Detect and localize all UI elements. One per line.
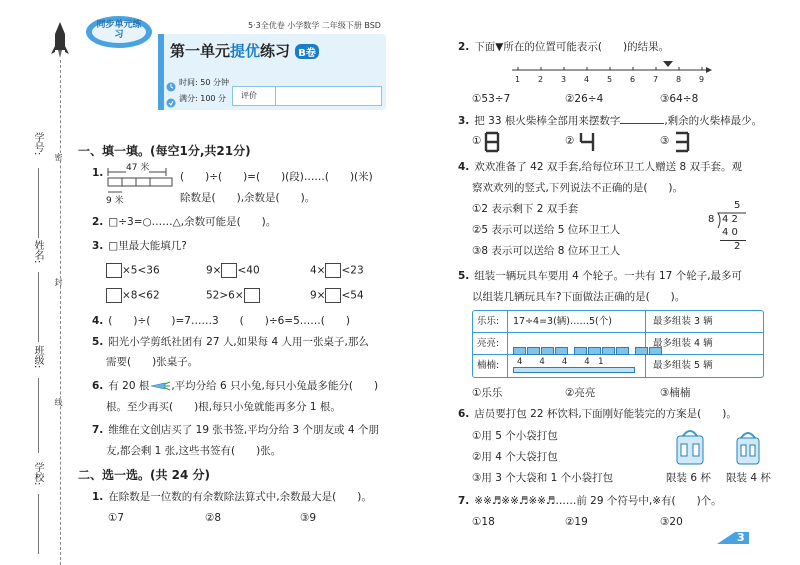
- r-q3: 3. 把 33 根火柴棒全部用来摆数字 ,剩余的火柴棒最少。: [458, 112, 762, 128]
- answer-box[interactable]: [244, 288, 260, 303]
- bead: [616, 347, 629, 355]
- header-panel-strip: [158, 34, 164, 110]
- bead: [513, 347, 526, 355]
- r-q5-line2: 以组装几辆玩具车?下面做法正确的是( )。: [472, 291, 686, 303]
- rocket-icon: [50, 20, 70, 60]
- bead: [541, 347, 554, 355]
- r-q4-option-a[interactable]: ①2 表示剩下 2 双手套: [472, 203, 579, 215]
- r-q2-option-c[interactable]: ③64÷8: [660, 93, 699, 105]
- clock-icon: [166, 77, 176, 87]
- tick-label: 6: [630, 75, 636, 84]
- r-q5-option-c[interactable]: ③楠楠: [660, 387, 691, 399]
- r-q3-option-a[interactable]: ①: [472, 130, 512, 154]
- wheels-table: [472, 310, 764, 378]
- q1-number: 1.: [92, 167, 104, 179]
- small-bag-icon: [730, 426, 766, 466]
- r-q6-option-c[interactable]: ③用 3 个大袋和 1 个小袋打包: [472, 472, 614, 484]
- r-q5-option-a[interactable]: ①乐乐: [472, 387, 503, 399]
- page-title: [170, 40, 319, 61]
- r-q7-option-c[interactable]: ③20: [660, 516, 683, 528]
- r-q7-option-b[interactable]: ②19: [565, 516, 588, 528]
- q3: 3. □里最大能填几?: [92, 240, 187, 252]
- page-number: 3: [737, 531, 745, 544]
- large-bag-icon: [672, 426, 708, 466]
- tick-label: 4: [584, 75, 590, 84]
- row1-name: 乐乐:: [477, 316, 500, 327]
- wheels-row-divider: [473, 332, 763, 333]
- title-highlight: 提优: [230, 42, 261, 60]
- bead: [635, 347, 648, 355]
- r-q2-option-b[interactable]: ②26÷4: [565, 93, 604, 105]
- tick-label: 9: [699, 75, 705, 84]
- title-suffix: 练习: [260, 42, 291, 60]
- q5-line2: 需要( )张桌子。: [106, 356, 199, 368]
- q3-row1-b: 9× <40: [206, 264, 260, 277]
- q3-row1-c: 4× <23: [310, 264, 364, 277]
- score-label: 满分: 100 分: [179, 94, 227, 103]
- r-q6-option-a[interactable]: ①用 5 个小袋打包: [472, 430, 558, 442]
- q7-line2: 友,都会剩 1 张,这些书签有( )张。: [106, 445, 282, 457]
- row2-name: 亮亮:: [477, 338, 500, 349]
- section-1-title: 一、填一填。(每空1分,共21分): [78, 144, 251, 158]
- r-q6: 6. 店员要打包 22 杯饮料,下面刚好能装完的方案是( )。: [458, 408, 737, 420]
- bead: [602, 347, 615, 355]
- answer-box[interactable]: [221, 263, 237, 278]
- bead: [527, 347, 540, 355]
- s1-option-a[interactable]: ①7: [108, 512, 125, 524]
- feng-mark: 封: [54, 278, 63, 286]
- bag-small-label: 限装 4 杯: [726, 472, 771, 484]
- r-q2-option-a[interactable]: ①53÷7: [472, 93, 511, 105]
- q6-line2: 根。至少再买( )根,每只小兔就能再多分 1 根。: [106, 401, 341, 413]
- q7-line1: 7. 维维在文创店买了 19 张书签,平均分给 3 个朋友或 4 个朋: [92, 424, 379, 436]
- r-q7: 7. ※※♬※※♬※※♬……前 29 个符号中,※有( )个。: [458, 495, 722, 507]
- division-dividend: 4 2: [722, 214, 738, 225]
- tick-label: 1: [515, 75, 521, 84]
- r-q6-option-b[interactable]: ②用 4 个大袋打包: [472, 451, 558, 463]
- page-number-badge: [715, 530, 751, 546]
- row3-name: 楠楠:: [477, 360, 500, 371]
- division-divisor: 8: [708, 214, 715, 225]
- q3-text: □里最大能填几?: [108, 240, 187, 252]
- r-q2: 2. 下面▼所在的位置可能表示( )的结果。: [458, 41, 670, 53]
- student-id-line: [38, 168, 39, 238]
- q5-line1: 5. 阳光小学剪纸社团有 27 人,如果每 4 人用一张桌子,那么: [92, 336, 369, 348]
- row3-bar: [513, 367, 635, 373]
- q3-row2-b: 52>6×: [206, 288, 260, 303]
- r-q4-option-b[interactable]: ②5 表示可以送给 5 位环卫工人: [472, 224, 621, 236]
- bead: [574, 347, 587, 355]
- s1-option-b[interactable]: ②8: [205, 512, 222, 524]
- number-line: [510, 60, 715, 88]
- s1: 1. 在除数是一位数的有余数除法算式中,余数最大是( )。: [92, 491, 372, 503]
- r-q5-option-b[interactable]: ②亮亮: [565, 387, 596, 399]
- q3-row1-a: ×5<36: [106, 263, 160, 278]
- r-q4-line1: 4. 欢欢准备了 42 双手套,给每位环卫工人赠送 8 双手套。观: [458, 161, 743, 173]
- series-label: 5·3全优卷 小学数学 二年级下册 BSD: [248, 21, 381, 30]
- row2-result: 最多组装 4 辆: [653, 338, 713, 349]
- school-line: [38, 494, 39, 554]
- q1-figure-bottom-label: 9 米: [106, 196, 124, 206]
- q1-line1: ( )÷( )=( )(段)……( )(米): [180, 171, 373, 183]
- division-product: 4 0: [722, 227, 738, 238]
- number-line-labels: [510, 75, 715, 87]
- s1-option-c[interactable]: ③9: [300, 512, 317, 524]
- tick-label: 7: [653, 75, 659, 84]
- wheels-col-divider: [507, 311, 508, 377]
- division-quotient: 5: [734, 200, 741, 211]
- binding-strip: [0, 0, 70, 565]
- unit-badge: [84, 12, 154, 50]
- bag-large-label: 限装 6 杯: [666, 472, 711, 484]
- title-prefix: 第一单元: [170, 42, 231, 60]
- tick-label: 5: [607, 75, 613, 84]
- eval-divider: [275, 87, 276, 105]
- tick-label: 3: [561, 75, 567, 84]
- answer-box[interactable]: [106, 288, 122, 303]
- matchstick-blank[interactable]: [620, 112, 664, 124]
- tick-label: 8: [676, 75, 682, 84]
- name-label: 姓名:: [32, 240, 43, 264]
- bead: [588, 347, 601, 355]
- r-q3-option-c[interactable]: ③: [660, 130, 700, 154]
- eval-box: [232, 86, 382, 106]
- answer-box[interactable]: [325, 263, 341, 278]
- class-label: 班级:: [32, 345, 43, 369]
- name-line: [38, 272, 39, 342]
- section-2-title: 二、选一选。(共 24 分): [78, 468, 211, 482]
- q2-text: □÷3=○……△,余数可能是( )。: [108, 216, 277, 228]
- carrot-icon: [149, 381, 171, 391]
- division-rule: [720, 240, 746, 241]
- school-label: 学校:: [32, 462, 43, 486]
- eval-label: 评价: [241, 91, 257, 100]
- q3-row2-a: ×8<62: [106, 288, 160, 303]
- q1-rope-figure: [106, 164, 176, 206]
- b-tag: B卷: [295, 44, 319, 59]
- r-q4-line2: 察欢欢列的竖式,下列说法不正确的是( )。: [472, 182, 684, 194]
- answer-box[interactable]: [325, 288, 341, 303]
- division-remainder: 2: [734, 241, 741, 252]
- q1-figure-top-label: 47 米: [126, 160, 149, 173]
- r-q3-option-b[interactable]: ②: [565, 130, 605, 154]
- mi-mark: 密: [54, 153, 63, 161]
- q6-line1: 6. 有 20 根 ,平均分给 6 只小兔,每只小兔最多能分( ): [92, 380, 379, 392]
- xian-mark: 线: [54, 398, 63, 406]
- row1-work: 17÷4=3(辆)……5(个): [513, 316, 612, 327]
- q2: 2. □÷3=○……△,余数可能是( )。: [92, 216, 277, 228]
- student-id-label: 学号:: [32, 132, 43, 156]
- long-division: [700, 200, 750, 256]
- r-q4-option-c[interactable]: ③8 表示可以送给 8 位环卫工人: [472, 245, 621, 257]
- r-q7-option-a[interactable]: ①18: [472, 516, 495, 528]
- q4-text: ( )÷( )=7……3 ( )÷6=5……( ): [108, 315, 350, 327]
- tick-label: 2: [538, 75, 544, 84]
- answer-box[interactable]: [106, 263, 122, 278]
- class-line: [38, 378, 39, 453]
- row3-result: 最多组装 5 辆: [653, 360, 713, 371]
- bead: [555, 347, 568, 355]
- score-icon: [166, 93, 176, 103]
- q3-row2-c: 9× <54: [310, 289, 364, 302]
- q1-line2: 除数是( ),余数是( )。: [180, 192, 316, 204]
- row1-result: 最多组装 3 辆: [653, 316, 713, 327]
- time-label: 时间: 50 分钟: [179, 78, 229, 87]
- row3-work: 4 4 4 4 1: [517, 357, 604, 367]
- binding-dashed-line: [60, 60, 61, 565]
- q4: 4. ( )÷( )=7……3 ( )÷6=5……( ): [92, 315, 350, 327]
- r-q5-line1: 5. 组装一辆玩具车要用 4 个轮子。一共有 17 个轮子,最多可: [458, 270, 743, 282]
- unit-badge-text: 同步单元练习: [96, 20, 142, 40]
